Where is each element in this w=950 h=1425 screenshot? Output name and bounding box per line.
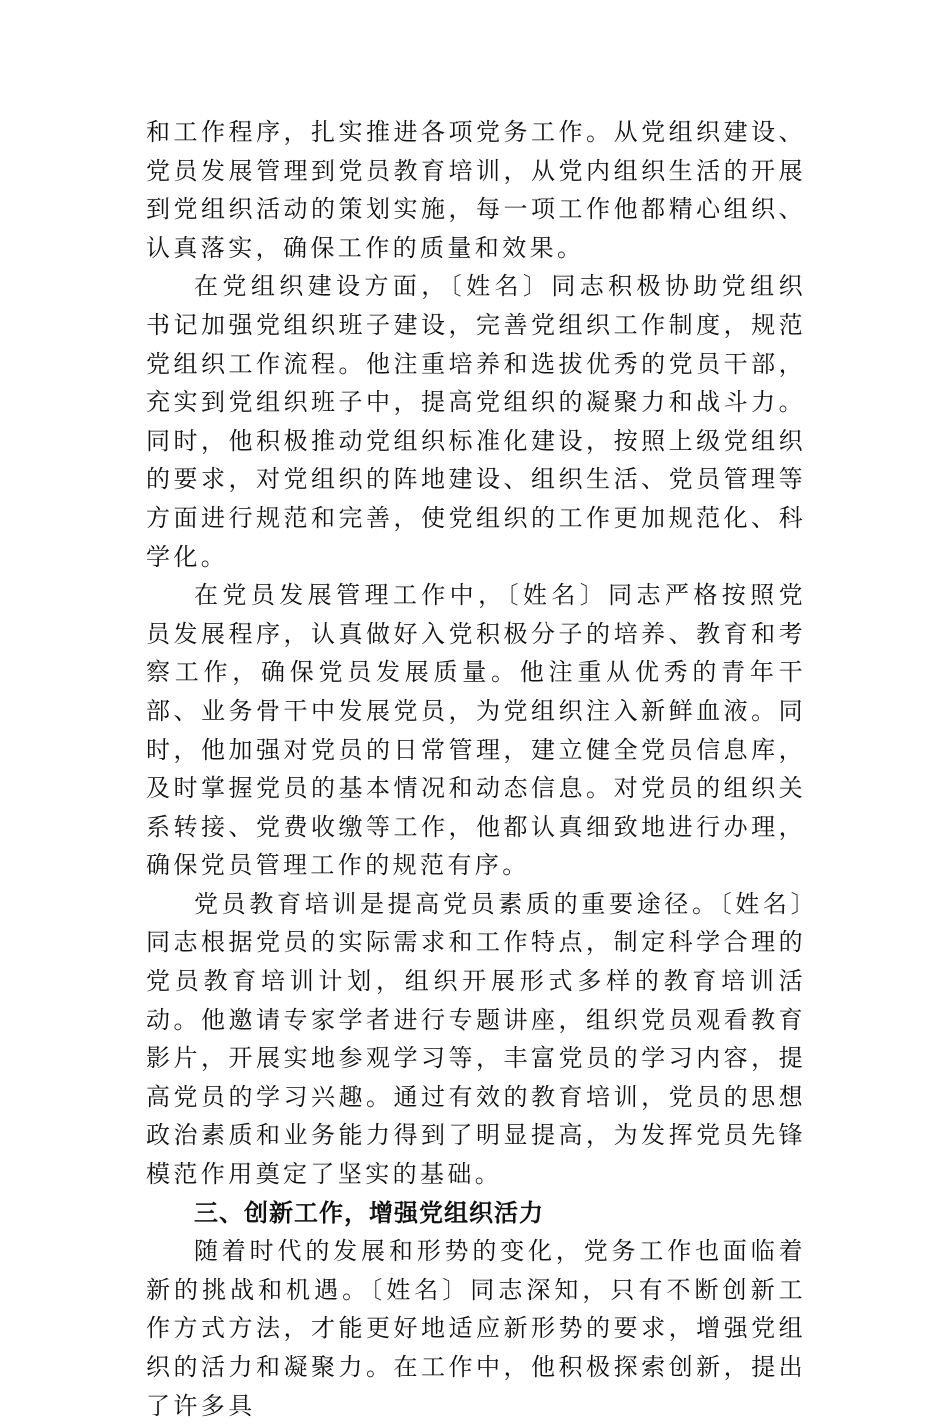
paragraph-member-development: 在党员发展管理工作中，〔姓名〕同志严格按照党员发展程序，认真做好入党积极分子的培养、教育和考察工作，确保党员发展质量。他注重从优秀的青年干部、业务骨干中发展党员，为党组织注入新鲜血液。同时，他加强对党员的日常管理，建立健全党员信息库，及时掌握党员的基本情况和动态信息。对党员的组织关系转接、党费收缴等工作，他都认真细致地进行办理，确保党员管理工作的规范有序。 bbox=[146, 581, 806, 880]
paragraph-party-organization-building: 在党组织建设方面，〔姓名〕同志积极协助党组织书记加强党组织班子建设，完善党组织工作制度，规范党组织工作流程。他注重培养和选拔优秀的党员干部，充实到党组织班子中，提高党组织的凝聚力和战斗力。同时，他积极推动党组织标准化建设，按照上级党组织的要求，对党组织的阵地建设、组织生活、党员管理等方面进行规范和完善，使党组织的工作更加规范化、科学化。 bbox=[146, 272, 806, 571]
paragraph-member-education: 党员教育培训是提高党员素质的重要途径。〔姓名〕同志根据党员的实际需求和工作特点，制定科学合理的党员教育培训计划，组织开展形式多样的教育培训活动。他邀请专家学者进行专题讲座，组织党员观看教育影片，开展实地参观学习等，丰富党员的学习内容，提高党员的学习兴趣。通过有效的教育培训，党员的思想政治素质和业务能力得到了明显提高，为发挥党员先锋模范作用奠定了坚实的基础。 bbox=[146, 889, 806, 1189]
paragraph-continuation: 和工作程序，扎实推进各项党务工作。从党组织建设、党员发展管理到党员教育培训，从党内组织生活的开展到党组织活动的策划实施，每一项工作他都精心组织、认真落实，确保工作的质量和效果。 bbox=[146, 118, 806, 262]
paragraph-innovation: 随着时代的发展和形势的变化，党务工作也面临着新的挑战和机遇。〔姓名〕同志深知，只有不断创新工作方式方法，才能更好地适应新形势的要求，增强党组织的活力和凝聚力。在工作中，他积极探索创新，提出了许多具 bbox=[146, 1237, 806, 1420]
document-page bbox=[146, 113, 806, 1425]
section-heading: 三、创新工作，增强党组织活力 bbox=[194, 1198, 544, 1227]
